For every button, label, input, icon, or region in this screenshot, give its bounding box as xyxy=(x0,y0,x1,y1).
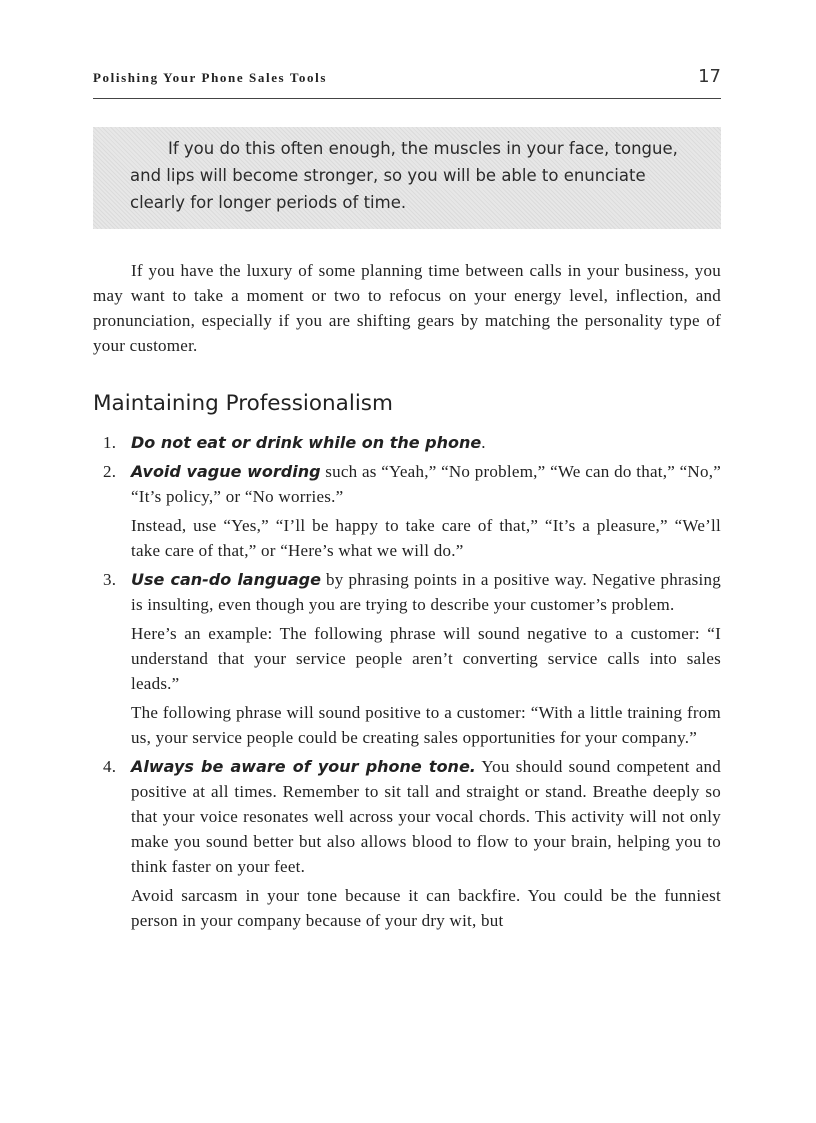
list-item-paragraph: Avoid sarcasm in your tone because it can backfire. You could be the funniest person in your company because of your dry wit, but xyxy=(131,886,721,930)
list-item-text xyxy=(131,430,721,455)
list-item-rest: by phrasing points in a positive way. Negative phrasing is insulting, even though you are trying to describe your customer’s problem. xyxy=(131,570,721,614)
list-item-number: 3. xyxy=(103,570,117,589)
list-item xyxy=(93,430,721,455)
section-heading: Maintaining Professionalism xyxy=(93,391,393,416)
list-item-paragraph: Instead, use “Yes,” “I’ll be happy to take care of that,” “It’s a pleasure,” “We’ll take care of that,” or “Here’s what we will do.” xyxy=(131,516,721,560)
list-item-lead: Always be aware of your phone tone. xyxy=(131,757,476,776)
list-item xyxy=(93,459,721,563)
list-item-lead: Do not eat or drink while on the phone xyxy=(131,433,482,452)
list-item-rest: such as “Yeah,” “No problem,” “We can do that,” “No,” “It’s policy,” or “No worries.” xyxy=(131,462,722,506)
list-item-rest: . xyxy=(481,433,486,452)
list-item-number: 1. xyxy=(103,433,117,452)
page-number: 17 xyxy=(698,66,721,87)
list-item-text xyxy=(131,567,721,617)
list-item-number: 2. xyxy=(103,462,117,481)
numbered-list xyxy=(93,430,721,937)
list-item-lead: Avoid vague wording xyxy=(131,462,321,481)
list-item-paragraph: The following phrase will sound positive to a customer: “With a little training from us, your service people could be creating sales opportunities for your company.” xyxy=(131,703,721,747)
running-title: Polishing Your Phone Sales Tools xyxy=(93,70,327,85)
running-header xyxy=(93,66,721,99)
list-item-number: 4. xyxy=(103,757,117,776)
list-item xyxy=(93,567,721,750)
callout-box xyxy=(93,127,721,229)
list-item-lead: Use can-do language xyxy=(131,570,321,589)
list-item xyxy=(93,754,721,933)
list-item-rest: You should sound competent and positive at all times. Remember to sit tall and straight or stand. Breathe deeply so that your voice resonates well across your vocal chords. This activity will not only make you sound better but also allows blood to flow to your brain, helping you to think faster on your feet. xyxy=(131,757,722,876)
list-item-text xyxy=(131,459,721,509)
list-item-paragraph: Here’s an example: The following phrase will sound negative to a customer: “I understand that your service people aren’t converting service calls into sales leads.” xyxy=(131,624,721,693)
body-paragraph: If you have the luxury of some planning time between calls in your business, you may want to take a moment or two to refocus on your energy level, inflection, and pronunciation, especially if you are shifting gears by matching the personality type of your customer. xyxy=(93,261,721,355)
list-item-text xyxy=(131,754,721,879)
callout-text: If you do this often enough, the muscles in your face, tongue, and lips will become stronger, so you will be able to enunciate clearly for longer periods of time. xyxy=(130,139,678,212)
